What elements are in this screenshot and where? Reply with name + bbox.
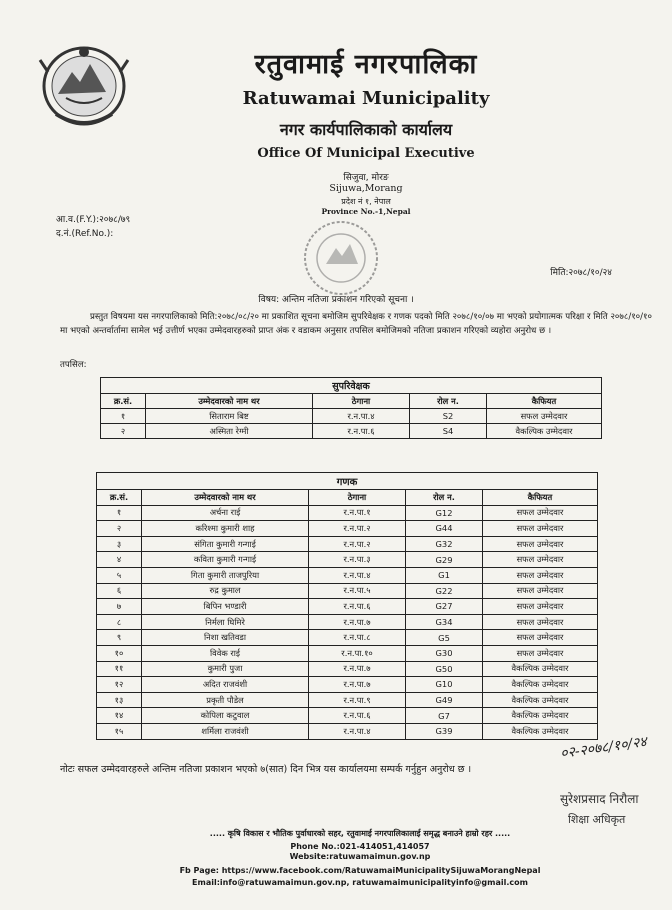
cell-sn: ११ — [97, 661, 142, 677]
ref-no: द.नं.(Ref.No.): — [56, 229, 114, 239]
cell-name: अदित राजवंशी — [142, 677, 309, 693]
cell-address: र.न.पा.४ — [313, 409, 410, 424]
subject-line: विषय: अन्तिम नतिजा प्रकाशन गरिएको सूचना । — [258, 295, 414, 305]
cell-name: निर्मला घिमिरे — [142, 614, 309, 630]
fiscal-year: आ.व.(F.Y.):२०७८/७९ — [56, 215, 131, 225]
table-row — [97, 536, 598, 552]
footer-email: Email:info@ratuwamaimun.gov.np, ratuwamaimunicipalityinfo@gmail.com — [192, 878, 528, 887]
place-np: सिजुवा, मोरङ — [343, 173, 389, 183]
table-row — [97, 645, 598, 661]
cell-name: सिताराम बिष्ट — [146, 409, 313, 424]
footer-facebook: Fb Page: https://www.facebook.com/RatuwamaiMunicipalitySijuwaMorangNepal — [179, 866, 541, 875]
cell-sn: १ — [101, 409, 146, 424]
cell-roll: G49 — [406, 692, 483, 708]
table-row — [97, 630, 598, 646]
cell-roll: G30 — [406, 645, 483, 661]
cell-remarks: सफल उम्मेदवार — [487, 409, 602, 424]
supervisor-rows — [101, 409, 602, 439]
table-row — [97, 614, 598, 630]
letter-date: मिति:२०७८/१०/२४ — [550, 268, 612, 278]
cell-roll: G5 — [406, 630, 483, 646]
cell-name: कविता कुमारी गन्गाई — [142, 552, 309, 568]
cell-sn: १० — [97, 645, 142, 661]
col-header-address: ठेगाना — [309, 490, 406, 506]
signatory-name: सुरेशप्रसाद निरौला — [560, 792, 639, 806]
cell-remarks: वैकल्पिक उम्मेदवार — [483, 661, 598, 677]
cell-roll: G22 — [406, 583, 483, 599]
footer-phone: Phone No.:021-414051,414057 — [290, 842, 430, 851]
cell-sn: ६ — [97, 583, 142, 599]
cell-roll: S2 — [410, 409, 487, 424]
cell-sn: ३ — [97, 536, 142, 552]
cell-name: अस्मिता रेग्मी — [146, 424, 313, 439]
cell-address: र.न.पा.३ — [309, 552, 406, 568]
cell-address: र.न.पा.४ — [309, 723, 406, 739]
cell-name: रुद्र कुमाल — [142, 583, 309, 599]
cell-name: करिश्मा कुमारी शाह — [142, 521, 309, 537]
cell-name: विवेक राई — [142, 645, 309, 661]
supervisor-table-title: सुपरिवेक्षक — [101, 378, 602, 394]
cell-remarks: वैकल्पिक उम्मेदवार — [483, 692, 598, 708]
cell-sn: ४ — [97, 552, 142, 568]
cell-address: र.न.पा.९ — [309, 692, 406, 708]
municipality-name-np: रतुवामाई नगरपालिका — [254, 49, 478, 80]
cell-name: शर्मिला राजवंशी — [142, 723, 309, 739]
cell-remarks: वैकल्पिक उम्मेदवार — [483, 708, 598, 724]
cell-roll: G34 — [406, 614, 483, 630]
cell-roll: G50 — [406, 661, 483, 677]
note-text: नोटः सफल उम्मेदवारहरुले अन्तिम नतिजा प्रकाशन भएको ७(सात) दिन भित्र यस कार्यालयमा सम्पर्क गर्नुहुन अनुरोध छ । — [60, 764, 472, 775]
col-header-roll: रोल न. — [406, 490, 483, 506]
signatory-designation: शिक्षा अधिकृत — [568, 813, 626, 826]
cell-name: प्रकृती पौडेल — [142, 692, 309, 708]
cell-name: कोपिला कटुवाल — [142, 708, 309, 724]
province-en: Province No.-1,Nepal — [321, 207, 411, 216]
cell-roll: G12 — [406, 505, 483, 521]
cell-address: र.न.पा.१० — [309, 645, 406, 661]
supervisor-table — [100, 377, 602, 439]
cell-address: र.न.पा.४ — [309, 567, 406, 583]
cell-remarks: वैकल्पिक उम्मेदवार — [483, 677, 598, 693]
cell-address: र.न.पा.७ — [309, 661, 406, 677]
handwritten-signature-date: ०२-२०७८/१०/२४ — [559, 734, 648, 762]
col-header-remarks: कैफियत — [487, 394, 602, 409]
enumerator-table — [96, 472, 598, 740]
cell-sn: ९ — [97, 630, 142, 646]
office-name-np: नगर कार्यपालिकाको कार्यालय — [279, 120, 453, 139]
col-header-roll: रोल न. — [410, 394, 487, 409]
table-row — [97, 692, 598, 708]
cell-remarks: सफल उम्मेदवार — [483, 645, 598, 661]
table-row — [97, 599, 598, 615]
cell-remarks: सफल उम्मेदवार — [483, 536, 598, 552]
place-en: Sijuwa,Morang — [329, 183, 403, 194]
municipality-seal-icon — [300, 218, 382, 298]
cell-remarks: सफल उम्मेदवार — [483, 567, 598, 583]
table-row — [97, 677, 598, 693]
cell-address: र.न.पा.८ — [309, 630, 406, 646]
office-name-en: Office Of Municipal Executive — [257, 146, 475, 161]
cell-address: र.न.पा.७ — [309, 614, 406, 630]
cell-address: र.न.पा.६ — [313, 424, 410, 439]
table-row — [97, 583, 598, 599]
col-header-remarks: कैफियत — [483, 490, 598, 506]
cell-sn: २ — [101, 424, 146, 439]
col-header-sn: क्र.सं. — [101, 394, 146, 409]
footer-website: Website:ratuwamaimun.gov.np — [289, 852, 431, 861]
cell-address: र.न.पा.१ — [309, 505, 406, 521]
cell-sn: १ — [97, 505, 142, 521]
cell-remarks: सफल उम्मेदवार — [483, 552, 598, 568]
cell-address: र.न.पा.२ — [309, 536, 406, 552]
cell-roll: G10 — [406, 677, 483, 693]
cell-roll: G29 — [406, 552, 483, 568]
cell-sn: २ — [97, 521, 142, 537]
cell-address: र.न.पा.५ — [309, 583, 406, 599]
table-row — [97, 723, 598, 739]
cell-remarks: वैकल्पिक उम्मेदवार — [483, 723, 598, 739]
enumerator-table-title: गणक — [97, 473, 598, 490]
cell-remarks: सफल उम्मेदवार — [483, 614, 598, 630]
col-header-address: ठेगाना — [313, 394, 410, 409]
col-header-name: उम्मेदवारको नाम थर — [146, 394, 313, 409]
province-np: प्रदेश नं १, नेपाल — [341, 197, 391, 206]
cell-roll: G32 — [406, 536, 483, 552]
cell-sn: १३ — [97, 692, 142, 708]
col-header-sn: क्र.सं. — [97, 490, 142, 506]
cell-roll: G44 — [406, 521, 483, 537]
table-row — [97, 567, 598, 583]
table-row — [97, 505, 598, 521]
cell-address: र.न.पा.६ — [309, 708, 406, 724]
cell-remarks: सफल उम्मेदवार — [483, 583, 598, 599]
cell-remarks: सफल उम्मेदवार — [483, 521, 598, 537]
cell-roll: G1 — [406, 567, 483, 583]
enumerator-rows — [97, 505, 598, 739]
municipality-name-en: Ratuwamai Municipality — [242, 88, 490, 109]
cell-remarks: सफल उम्मेदवार — [483, 630, 598, 646]
cell-name: गिता कुमारी ताजपुरिया — [142, 567, 309, 583]
cell-address: र.न.पा.६ — [309, 599, 406, 615]
table-row — [97, 661, 598, 677]
cell-remarks: सफल उम्मेदवार — [483, 505, 598, 521]
footer-slogan: ..... कृषि विकास र भौतिक पुर्वाधारको सहर, रतुवामाई नगरपालिकालाई समृद्ध बनाउने हाम्रो रहर ..... — [209, 829, 511, 838]
cell-name: कुमारी पुजा — [142, 661, 309, 677]
body-paragraph — [60, 310, 660, 338]
table-row — [97, 521, 598, 537]
cell-name: बिपिन भण्डारी — [142, 599, 309, 615]
cell-remarks: सफल उम्मेदवार — [483, 599, 598, 615]
body-paragraph-text: प्रस्तुत विषयमा यस नगरपालिकाको मिति:२०७८/०८/२० मा प्रकाशित सूचना बमोजिम सुपरिवेक्षक र गणक पदको मिति २०७८/१०/०७ मा भएको प्रयोगात्मक परिक्षा र मिति २०७८/१०/१० मा भएको अन्तर्वार्तामा सामेल भई उत्तीर्ण भएका उम्मेदवारहरुको प्राप्त अंक र वडाकम अनुसार तपसिल बमोजिमको नतिजा प्रकाशन गरिएको व्यहोरा अनुरोध छ । — [60, 312, 652, 336]
table-row — [97, 708, 598, 724]
cell-remarks: वैकल्पिक उम्मेदवार — [487, 424, 602, 439]
cell-sn: ७ — [97, 599, 142, 615]
cell-address: र.न.पा.७ — [309, 677, 406, 693]
cell-sn: १२ — [97, 677, 142, 693]
cell-roll: G7 — [406, 708, 483, 724]
cell-sn: १५ — [97, 723, 142, 739]
cell-name: संगिता कुमारी गन्गाई — [142, 536, 309, 552]
tapsil-label: तपसिल: — [60, 360, 87, 370]
table-row — [97, 552, 598, 568]
cell-roll: G39 — [406, 723, 483, 739]
cell-sn: ५ — [97, 567, 142, 583]
cell-name: निशा खतिवडा — [142, 630, 309, 646]
table-row — [101, 409, 602, 424]
cell-roll: G27 — [406, 599, 483, 615]
col-header-name: उम्मेदवारको नाम थर — [142, 490, 309, 506]
cell-address: र.न.पा.२ — [309, 521, 406, 537]
cell-sn: १४ — [97, 708, 142, 724]
table-row — [101, 424, 602, 439]
cell-name: अर्चना राई — [142, 505, 309, 521]
cell-sn: ८ — [97, 614, 142, 630]
cell-roll: S4 — [410, 424, 487, 439]
